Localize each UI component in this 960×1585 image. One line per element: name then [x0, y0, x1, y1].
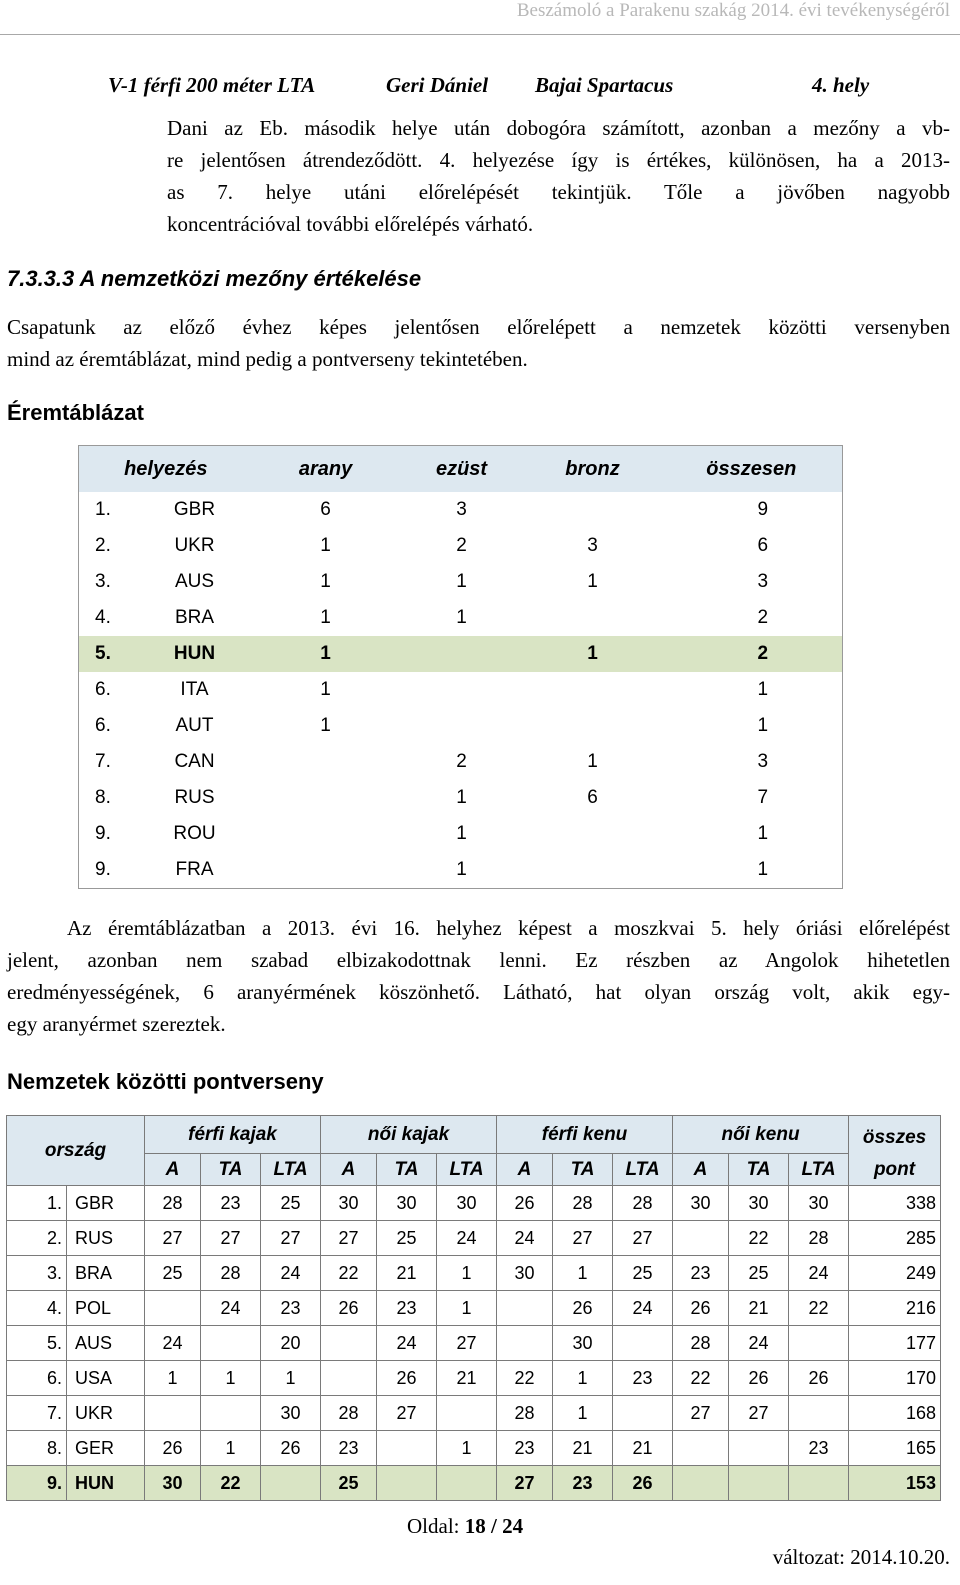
points-cell: 30 [497, 1256, 553, 1291]
points-cell: 1 [201, 1431, 261, 1466]
medal-count-cell: 6 [587, 787, 598, 808]
points-cell: 27 [437, 1326, 497, 1361]
points-cell: 23 [201, 1186, 261, 1221]
medal-count-cell: 1 [399, 852, 525, 889]
points-cell: 27 [145, 1221, 201, 1256]
points-cell: 27 [321, 1221, 377, 1256]
points-cell: 1 [437, 1291, 497, 1326]
medal-count-cell: 6 [320, 499, 331, 520]
total-label-1: összes [862, 1126, 927, 1148]
medal-count-cell: 1 [320, 571, 331, 592]
points-cell [145, 1396, 201, 1431]
rank-cell: 6. [7, 1361, 67, 1396]
country-cell: USA [67, 1361, 145, 1396]
country-cell: AUS [67, 1326, 145, 1361]
medal-count-cell: 1 [320, 535, 331, 556]
points-cell: 30 [553, 1326, 613, 1361]
points-table-row [7, 1361, 941, 1396]
points-cell [789, 1466, 849, 1501]
points-cell: 26 [377, 1361, 437, 1396]
medal-count-cell: 2 [661, 636, 843, 672]
points-cell [145, 1291, 201, 1326]
points-cell [673, 1221, 729, 1256]
points-cell: 1 [437, 1431, 497, 1466]
points-cell [613, 1326, 673, 1361]
medal-count-cell: 1 [456, 607, 467, 628]
points-cell: 23 [321, 1431, 377, 1466]
points-table-row [7, 1291, 941, 1326]
medal-table-row [79, 564, 843, 600]
sub-col-ta: TA [201, 1154, 261, 1186]
text-line: koncentrációval további előrelépés várható. [167, 212, 534, 236]
sub-col-ta: TA [729, 1154, 789, 1186]
points-cell: 20 [261, 1326, 321, 1361]
points-cell [729, 1431, 789, 1466]
medal-count-cell: 6 [661, 528, 843, 564]
medal-count-cell: 3 [661, 564, 843, 600]
text-line: re jelentősen átrendeződött. 4. helyezése így is értékes, különösen, ha a 2013- [167, 148, 950, 172]
points-cell: 30 [789, 1186, 849, 1221]
points-cell: 27 [261, 1221, 321, 1256]
medal-table-heading: Éremtáblázat [7, 400, 144, 425]
section-title: A nemzetközi mezőny értékelése [79, 266, 422, 291]
sub-col-a: A [145, 1154, 201, 1186]
points-cell: 1 [553, 1256, 613, 1291]
country-cell: BRA [67, 1256, 145, 1291]
total-cell: 285 [849, 1221, 941, 1256]
rank-cell: 8. [7, 1431, 67, 1466]
country-cell: HUN [67, 1466, 145, 1501]
medal-count-cell: 2 [456, 751, 467, 772]
medal-count-cell [525, 600, 661, 636]
points-cell: 26 [261, 1431, 321, 1466]
medal-count-cell: 1 [661, 672, 843, 708]
points-cell: 26 [497, 1186, 553, 1221]
points-table-row [7, 1221, 941, 1256]
points-cell [789, 1326, 849, 1361]
points-cell: 28 [497, 1396, 553, 1431]
points-cell [201, 1326, 261, 1361]
points-table [6, 1115, 941, 1501]
section-heading [7, 266, 421, 292]
total-cell: 168 [849, 1396, 941, 1431]
medal-count-cell: 2 [456, 535, 467, 556]
points-cell: 1 [201, 1361, 261, 1396]
points-cell [729, 1466, 789, 1501]
medal-table-row [79, 744, 843, 780]
points-cell: 25 [321, 1466, 377, 1501]
points-cell: 26 [789, 1361, 849, 1396]
rank-cell: 4. [7, 1291, 67, 1326]
medal-paragraph [7, 912, 950, 1040]
medal-table-row [79, 492, 843, 528]
points-cell: 28 [553, 1186, 613, 1221]
country-cell: AUT [175, 715, 214, 736]
rank-cell: 3. [7, 1256, 67, 1291]
rank-cell: 1. [79, 492, 137, 528]
medal-count-cell [253, 744, 399, 780]
country-cell: HUN [137, 636, 253, 672]
points-cell: 24 [377, 1326, 437, 1361]
rank-cell: 2. [79, 528, 137, 564]
col-orszag: ország [7, 1116, 145, 1186]
medal-count-cell: 1 [456, 823, 467, 844]
points-cell: 30 [437, 1186, 497, 1221]
rank-cell: 6. [79, 672, 137, 708]
points-cell: 21 [729, 1291, 789, 1326]
points-cell: 28 [789, 1221, 849, 1256]
points-cell: 26 [145, 1431, 201, 1466]
points-cell: 27 [497, 1466, 553, 1501]
rank-cell: 7. [7, 1396, 67, 1431]
points-cell [377, 1431, 437, 1466]
points-cell: 24 [497, 1221, 553, 1256]
medal-table-row [79, 816, 843, 852]
country-cell: GER [67, 1431, 145, 1466]
running-header: Beszámoló a Parakenu szakág 2014. évi tevékenységéről [516, 0, 950, 21]
medal-count-cell: 1 [661, 816, 843, 852]
rank-cell: 3. [79, 564, 137, 600]
medal-count-cell [525, 708, 661, 744]
points-table-row [7, 1431, 941, 1466]
rank-cell: 9. [79, 816, 137, 852]
points-cell: 30 [321, 1186, 377, 1221]
country-cell: UKR [174, 535, 215, 556]
event-name: V-1 férfi 200 méter LTA [108, 73, 316, 97]
points-cell: 23 [789, 1431, 849, 1466]
sub-col-lta: LTA [789, 1154, 849, 1186]
points-cell: 24 [729, 1326, 789, 1361]
sub-col-a: A [497, 1154, 553, 1186]
points-cell: 26 [321, 1291, 377, 1326]
intro-paragraph [7, 311, 950, 375]
medal-count-cell: 1 [320, 715, 331, 736]
points-cell: 26 [673, 1291, 729, 1326]
points-cell: 21 [613, 1431, 673, 1466]
points-table-row [7, 1466, 941, 1501]
points-cell: 23 [673, 1256, 729, 1291]
points-cell: 23 [613, 1361, 673, 1396]
medal-count-cell: 1 [661, 708, 843, 744]
sub-col-lta: LTA [437, 1154, 497, 1186]
header-divider [0, 34, 960, 35]
country-cell: ITA [180, 679, 209, 700]
points-table-row [7, 1396, 941, 1431]
medal-count-cell: 1 [525, 636, 661, 672]
points-cell: 23 [497, 1431, 553, 1466]
country-cell: ROU [173, 823, 216, 844]
version-label: változat: 2014.10.20. [772, 1545, 950, 1569]
total-cell: 153 [849, 1466, 941, 1501]
country-cell: BRA [174, 607, 215, 628]
points-cell [377, 1466, 437, 1501]
medal-count-cell [525, 672, 661, 708]
points-cell [673, 1431, 729, 1466]
points-cell: 1 [553, 1396, 613, 1431]
page-prefix: Oldal: [407, 1514, 460, 1538]
club-name: Bajai Spartacus [535, 73, 674, 97]
group-noi-kenu: női kenu [673, 1116, 849, 1154]
medal-count-cell [399, 672, 525, 708]
rank-cell: 7. [79, 744, 137, 780]
points-cell [321, 1326, 377, 1361]
rank-cell: 1. [7, 1186, 67, 1221]
country-cell: GBR [67, 1186, 145, 1221]
points-cell: 23 [553, 1466, 613, 1501]
place: 4. hely [812, 73, 870, 97]
points-cell: 28 [613, 1186, 673, 1221]
sub-col-a: A [673, 1154, 729, 1186]
sub-col-a: A [321, 1154, 377, 1186]
rank-cell: 8. [79, 780, 137, 816]
points-cell: 22 [789, 1291, 849, 1326]
points-cell: 24 [201, 1291, 261, 1326]
points-cell: 28 [145, 1186, 201, 1221]
medal-count-cell: 9 [661, 492, 843, 528]
points-cell: 27 [377, 1396, 437, 1431]
group-ferfi-kenu: férfi kenu [497, 1116, 673, 1154]
points-cell: 26 [729, 1361, 789, 1396]
points-cell: 30 [673, 1186, 729, 1221]
medal-table-row [79, 672, 843, 708]
points-cell: 30 [377, 1186, 437, 1221]
points-cell [261, 1466, 321, 1501]
medal-count-cell: 3 [661, 744, 843, 780]
points-cell: 1 [145, 1361, 201, 1396]
medal-count-cell: 2 [661, 600, 843, 636]
medal-count-cell: 1 [661, 852, 843, 889]
points-cell [613, 1396, 673, 1431]
medal-table-row [79, 708, 843, 744]
points-cell: 27 [201, 1221, 261, 1256]
medal-count-cell [253, 816, 399, 852]
points-cell: 30 [145, 1466, 201, 1501]
rank-cell: 2. [7, 1221, 67, 1256]
text-line: as 7. helye utáni előrelépését tekintjük. Tőle a jövőben nagyobb [167, 180, 950, 204]
points-cell [497, 1291, 553, 1326]
points-cell [789, 1396, 849, 1431]
country-cell: AUS [174, 571, 215, 592]
col-arany: arany [253, 446, 399, 493]
points-cell: 22 [321, 1256, 377, 1291]
text-line: Dani az Eb. második helye után dobogóra számított, azonban a mezőny a vb- [167, 116, 950, 140]
rank-cell: 5. [7, 1326, 67, 1361]
result-paragraph [167, 112, 950, 240]
rank-cell: 9. [7, 1466, 67, 1501]
medal-count-cell: 1 [587, 571, 598, 592]
points-cell: 21 [377, 1256, 437, 1291]
country-cell: FRA [137, 852, 253, 889]
medal-count-cell [399, 708, 525, 744]
rank-cell: 9. [79, 852, 137, 889]
points-cell: 22 [673, 1361, 729, 1396]
medal-count-cell: 1 [456, 787, 467, 808]
points-cell: 28 [321, 1396, 377, 1431]
points-cell: 25 [377, 1221, 437, 1256]
points-table-heading: Nemzetek közötti pontverseny [7, 1069, 324, 1094]
points-cell: 24 [789, 1256, 849, 1291]
medal-count-cell: 1 [320, 607, 331, 628]
country-cell: RUS [174, 787, 215, 808]
rank-cell: 6. [79, 708, 137, 744]
page-number [407, 1514, 523, 1539]
points-cell: 27 [673, 1396, 729, 1431]
text-line: Az éremtáblázatban a 2013. évi 16. helyhez képest a moszkvai 5. hely óriási előrelépést [67, 916, 950, 940]
total-cell: 177 [849, 1326, 941, 1361]
points-cell [437, 1396, 497, 1431]
text-line: Csapatunk az előző évhez képes jelentősen előrelépett a nemzetek közötti versenyben [7, 315, 950, 339]
rank-cell: 4. [79, 600, 137, 636]
text-line: mind az éremtáblázat, mind pedig a pontverseny tekintetében. [7, 347, 528, 371]
points-cell: 1 [261, 1361, 321, 1396]
points-cell: 24 [145, 1326, 201, 1361]
text-line: jelent, azonban nem szabad elbizakodottnak lenni. Ez részben az Angolok hihetetlen [7, 948, 950, 972]
points-table-row [7, 1256, 941, 1291]
points-cell: 28 [201, 1256, 261, 1291]
points-cell: 21 [553, 1431, 613, 1466]
medal-count-cell [253, 780, 399, 816]
points-cell: 30 [261, 1396, 321, 1431]
total-cell: 338 [849, 1186, 941, 1221]
rank-cell: 5. [79, 636, 137, 672]
group-ferfi-kajak: férfi kajak [145, 1116, 321, 1154]
medal-count-cell [525, 852, 661, 889]
points-cell: 25 [261, 1186, 321, 1221]
medal-table-row [79, 636, 843, 672]
medal-table-row [79, 528, 843, 564]
points-cell: 1 [553, 1361, 613, 1396]
points-cell [673, 1466, 729, 1501]
sub-col-ta: TA [553, 1154, 613, 1186]
points-cell: 27 [613, 1221, 673, 1256]
total-cell: 170 [849, 1361, 941, 1396]
country-cell: UKR [67, 1396, 145, 1431]
medal-table-row [79, 852, 843, 889]
medal-count-cell: 1 [253, 636, 399, 672]
country-cell: GBR [173, 499, 216, 520]
points-cell: 24 [261, 1256, 321, 1291]
medal-count-cell: 1 [320, 679, 331, 700]
section-number: 7.3.3.3 [7, 266, 75, 291]
medal-count-cell: 1 [587, 751, 598, 772]
sub-col-lta: LTA [613, 1154, 673, 1186]
points-cell: 25 [613, 1256, 673, 1291]
text-line: eredményességének, 6 aranyérmének köszönhető. Látható, hat olyan ország volt, akik egy- [7, 980, 950, 1004]
points-cell: 23 [377, 1291, 437, 1326]
col-osszes-pont [849, 1116, 941, 1186]
medal-count-cell: 3 [456, 499, 467, 520]
medal-table-header [79, 446, 843, 493]
points-cell: 28 [673, 1326, 729, 1361]
sub-col-ta: TA [377, 1154, 437, 1186]
sub-col-lta: LTA [261, 1154, 321, 1186]
col-helyezes: helyezés [79, 446, 253, 493]
col-osszesen: összesen [661, 446, 843, 493]
country-cell: RUS [67, 1221, 145, 1256]
points-cell: 21 [437, 1361, 497, 1396]
points-cell: 24 [437, 1221, 497, 1256]
points-cell: 25 [729, 1256, 789, 1291]
points-cell [201, 1396, 261, 1431]
athlete-name: Geri Dániel [386, 73, 489, 97]
points-cell: 1 [437, 1256, 497, 1291]
country-cell: POL [67, 1291, 145, 1326]
col-ezust: ezüst [399, 446, 525, 493]
points-cell [497, 1326, 553, 1361]
total-label-2: pont [873, 1158, 916, 1180]
points-table-row [7, 1186, 941, 1221]
points-cell: 27 [553, 1221, 613, 1256]
medal-count-cell [525, 816, 661, 852]
points-cell: 23 [261, 1291, 321, 1326]
points-cell: 25 [145, 1256, 201, 1291]
page-value: 18 / 24 [464, 1514, 524, 1538]
total-cell: 249 [849, 1256, 941, 1291]
medal-count-cell: 7 [661, 780, 843, 816]
points-cell: 27 [729, 1396, 789, 1431]
text-line: egy aranyérmet szereztek. [7, 1012, 226, 1036]
medal-count-cell [399, 636, 525, 672]
country-cell: CAN [174, 751, 215, 772]
group-noi-kajak: női kajak [321, 1116, 497, 1154]
medal-table-row [79, 600, 843, 636]
points-cell: 26 [613, 1466, 673, 1501]
medal-count-cell: 1 [456, 571, 467, 592]
col-bronz: bronz [525, 446, 661, 493]
points-cell: 26 [553, 1291, 613, 1326]
points-table-row [7, 1326, 941, 1361]
medal-table [78, 445, 843, 889]
points-cell: 30 [729, 1186, 789, 1221]
medal-count-cell: 3 [587, 535, 598, 556]
points-cell: 24 [613, 1291, 673, 1326]
points-cell: 22 [497, 1361, 553, 1396]
medal-count-cell [253, 852, 399, 889]
total-cell: 165 [849, 1431, 941, 1466]
points-cell: 22 [729, 1221, 789, 1256]
total-cell: 216 [849, 1291, 941, 1326]
points-cell [321, 1361, 377, 1396]
points-cell: 22 [201, 1466, 261, 1501]
medal-table-row [79, 780, 843, 816]
medal-count-cell [525, 492, 661, 528]
points-cell [437, 1466, 497, 1501]
